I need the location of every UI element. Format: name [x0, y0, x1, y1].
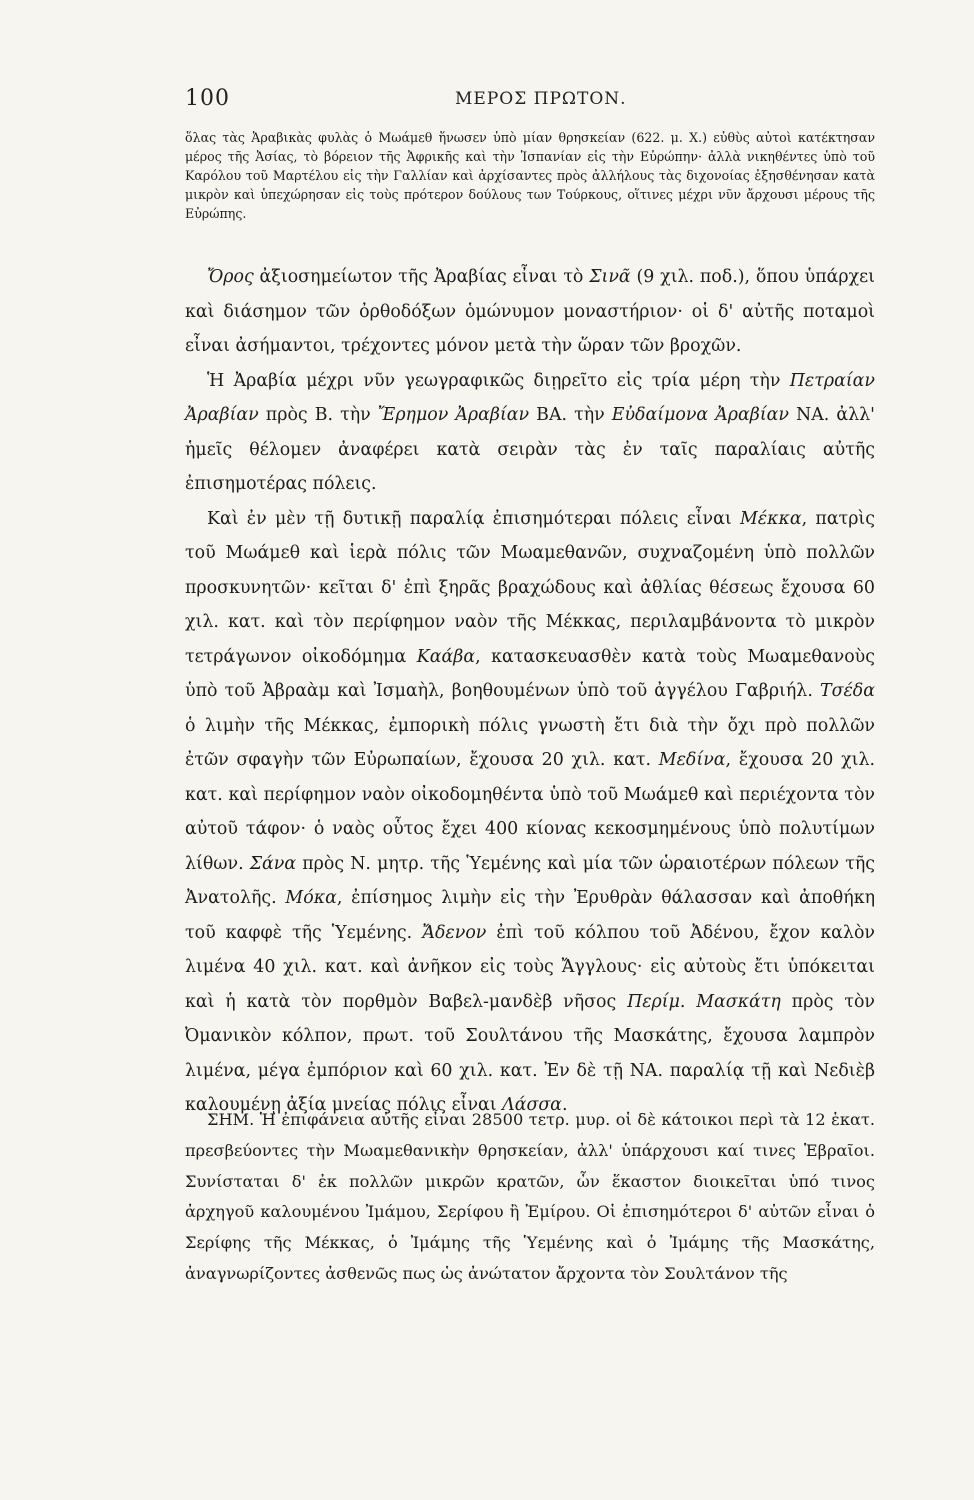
paragraph-cities-text-k: πρὸς Ν. μητρ. τῆς Ὑεμένης καὶ μία τῶν ὡραιοτέρων πόλεων τῆς Ἀνατολῆς. [185, 853, 876, 908]
paragraph-cities [185, 502, 875, 1123]
paragraph-regions-italic-1: Πετραίαν Ἀραβίαν [185, 370, 875, 425]
note-block [185, 1105, 875, 1290]
paragraph-cities-text-o: ἐπὶ τοῦ κόλπου τοῦ Ἀδένου, ἔχον καλὸν λιμένα 40 χιλ. κατ. καὶ ἀνῆκον εἰς τοὺς Ἄγγλους· εἰς αὐτοὺς ἔτι ὑπόκειται καὶ ἡ κατὰ τὸν πορθμὸν Βαβελ-μανδὲβ νῆσος [185, 922, 875, 1012]
running-head: ΜΕΡΟΣ ΠΡΩΤΟΝ. [455, 89, 627, 109]
paragraph-cities-italic-r: Μασκάτη [696, 991, 781, 1012]
paragraph-sinai-lead-italic: Ὄρος [207, 267, 254, 287]
paragraph-cities-text-c: , πατρὶς τοῦ Μωάμεθ καὶ ἱερὰ πόλις τῶν Μωαμεθανῶν, συχναζομένη ὑπὸ πολλῶν προσκυνητῶν· κεῖται δ' ἐπὶ ξηρᾶς βραχώδους καὶ ἀθλίας θέσεως ἔχουσα 60 χιλ. κατ. καὶ τὸν περίφημον ναὸν τῆς Μέκκας, περιλαμβάνοντα τὸ μικρὸν τετράγωνον οἰκοδόμημα [185, 508, 875, 667]
paragraph-regions-italic-2: Ἔρημον Ἀραβίαν [377, 405, 530, 425]
paragraph-cities-text-g: ὁ λιμὴν τῆς Μέκκας, ἐμπορικὴ πόλις γνωστὴ ἔτι διὰ τὴν ὄχι πρὸ πολλῶν ἐτῶν σφαγὴν τῶν Εὐρωπαίων, ἔχουσα 20 χιλ. κατ. [185, 715, 875, 770]
paragraph-cities-italic-f: Τσέδα [819, 681, 875, 701]
page-number: 100 [185, 86, 230, 111]
paragraph-cities-text-m: , ἐπίσημος λιμὴν εἰς τὴν Ἐρυθρὰν θάλασσαν καὶ ἀποθήκη τοῦ καφφὲ τῆς Ὑεμένης. [185, 888, 875, 943]
paragraph-cities-italic-b: Μέκκα [739, 508, 802, 529]
paragraph-cities-italic-p: Περίμ [627, 991, 680, 1012]
paragraph-cities-italic-h: Μεδίνα [658, 750, 726, 770]
paragraph-cities-text-s: πρὸς τὸν Ὀμανικὸν κόλπον, πρωτ. τοῦ Σουλτάνου τῆς Μασκάτης, ἔχουσα λαμπρὸν λιμένα, μέγα ἐμπόριον καὶ 60 χιλ. κατ. Ἐν δὲ τῇ ΝΑ. παραλίᾳ τῇ καὶ Νεδιὲβ καλουμένῃ ἀξία μνείας πόλις εἶναι [185, 991, 875, 1115]
main-text-block [185, 260, 875, 1123]
small-paragraph: ὅλας τὰς Ἀραβικὰς φυλὰς ὁ Μωάμεθ ἥνωσεν ὑπὸ μίαν θρησκείαν (622. μ. Χ.) εὐθὺς αὐτοὶ κατέκτησαν μέρος τῆς Ἀσίας, τὸ βόρειον τῆς Ἀφρικῆς καὶ τὴν Ἱσπανίαν εἰς τὴν Εὐρώπην· ἀλλὰ νικηθέντες ὑπὸ τοῦ Καρόλου τοῦ Μαρτέλου εἰς τὴν Γαλλίαν καὶ ἀρχίσαντες πρὸς ἀλλήλους τὰς διχονοίας ἐξησθένησαν κατὰ μικρὸν καὶ ὑπεχώρησαν εἰς τοὺς πρότερον δούλους των Τούρκους, οἵτινες μέχρι νῦν ἄρχουσι μέρους τῆς Εὐρώπης. [185, 130, 875, 221]
paragraph-sinai-italic-sina: Σινᾶ [589, 267, 631, 287]
paragraph-regions [185, 364, 875, 502]
paragraph-cities-italic-l: Μόκα [285, 888, 337, 908]
paragraph-cities-italic-d: Καάβα [416, 646, 476, 667]
paragraph-cities-italic-t: Λάσσα [502, 1095, 562, 1115]
paragraph-regions-italic-3: Εὐδαίμονα Ἀραβίαν [611, 405, 789, 425]
paragraph-cities-text-a: Καὶ ἐν μὲν τῇ δυτικῇ παραλίᾳ ἐπισημότεραι πόλεις εἶναι [207, 508, 740, 529]
paragraph-cities-text-q: . [679, 991, 697, 1012]
paragraph-regions-text-4: ΝΑ. ἀλλ' ἡμεῖς θέλομεν ἀναφέρει κατὰ σειρὰν τὰς ἐν ταῖς παραλίαις αὐτῆς ἐπισημοτέρας πόλεις. [185, 405, 875, 494]
paragraph-cities-italic-n: Ἄδενον [422, 922, 487, 943]
paragraph-cities-italic-j: Σάνα [249, 853, 297, 874]
paragraph-sinai-text-2: (9 χιλ. ποδ.), ὅπου ὑπάρχει καὶ διάσημον τῶν ὀρθοδόξων ὁμώνυμον μοναστήριον· οἱ δ' αὐτῆς ποταμοὶ εἶναι ἀσήμαντοι, τρέχοντες μόνον μετὰ τὴν ὥραν τῶν βροχῶν. [185, 267, 875, 356]
paragraph-regions-text-2: πρὸς Β. τὴν [258, 405, 378, 425]
paragraph-sinai [185, 260, 875, 364]
paragraph-regions-text-3: ΒΑ. τὴν [529, 405, 612, 425]
page-header [185, 86, 875, 118]
paragraph-cities-text-e: , κατασκευασθὲν κατὰ τοὺς Μωαμεθανοὺς ὑπὸ τοῦ Ἀβραὰμ καὶ Ἰσμαὴλ, βοηθουμένων ὑπὸ τοῦ ἀγγέλου Γαβριήλ. [185, 646, 875, 701]
paragraph-cities-text-u: . [561, 1095, 568, 1115]
paragraph-regions-text-1: Ἡ Ἀραβία μέχρι νῦν γεωγραφικῶς διῃρεῖτο εἰς τρία μέρη τὴν [207, 370, 790, 391]
intro-paragraph-block [185, 128, 875, 223]
note-paragraph: ΣΗΜ. Ἡ ἐπιφάνεια αὐτῆς εἶναι 28500 τετρ. μυρ. οἱ δὲ κάτοικοι περὶ τὰ 12 ἑκατ. πρεσβεύοντες τὴν Μωαμεθανικὴν θρησκείαν, ἀλλ' ὑπάρχουσι καί τινες Ἑβραῖοι. Συνίσταται δ' ἐκ πολλῶν μικρῶν κρατῶν, ὧν ἕκαστον διοικεῖται ὑπό τινος ἀρχηγοῦ καλουμένου Ἰμάμου, Σερίφου ἢ Ἐμίρου. Οἱ ἐπισημότεροι δ' αὐτῶν εἶναι ὁ Σερίφης τῆς Μέκκας, ὁ Ἰμάμης τῆς Ὑεμένης καὶ ὁ Ἰμάμης τῆς Μασκάτης, ἀναγνωρίζοντες ἀσθενῶς πως ὡς ἀνώτατον ἄρχοντα τὸν Σουλτάνον τῆς [185, 1110, 875, 1283]
paragraph-sinai-text-1: ἀξιοσημείωτον τῆς Ἀραβίας εἶναι τὸ [253, 267, 590, 287]
paragraph-cities-text-i: , ἔχουσα 20 χιλ. κατ. καὶ περίφημον ναὸν οἰκοδομηθέντα ὑπὸ τοῦ Μωάμεθ καὶ περιέχοντα τὸν αὐτοῦ τάφον· ὁ ναὸς οὗτος ἔχει 400 κίονας κεκοσμημένους ὑπὸ πολυτίμων λίθων. [185, 750, 875, 874]
